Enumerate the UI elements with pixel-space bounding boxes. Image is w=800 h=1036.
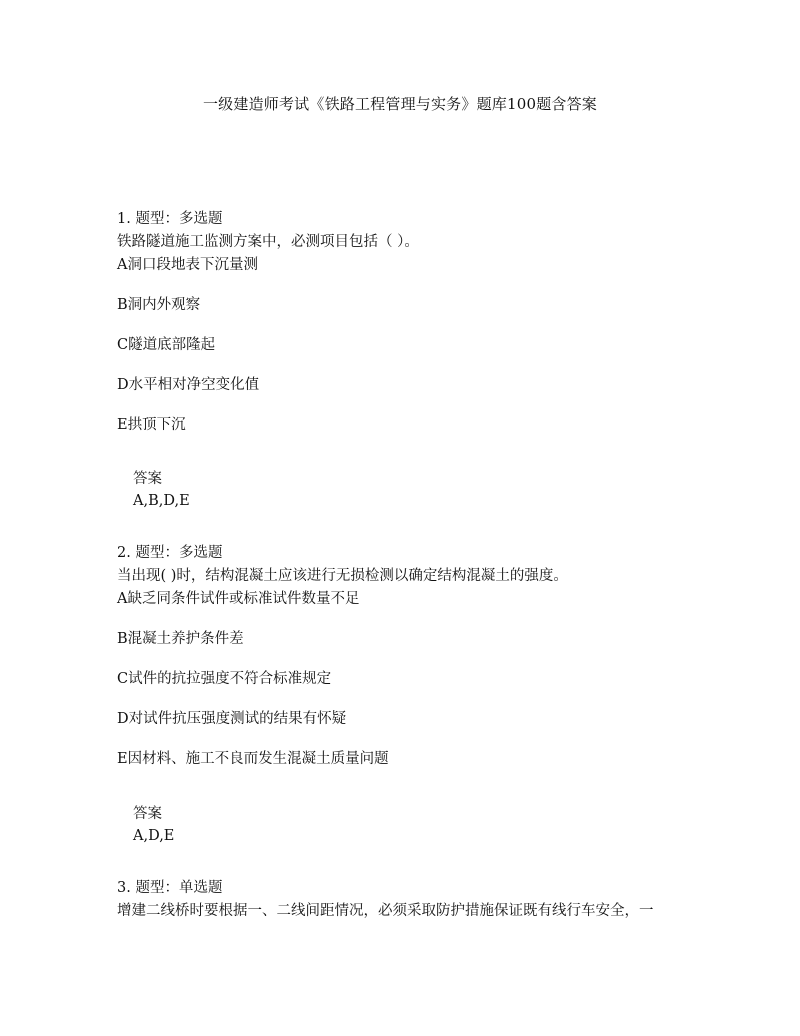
option-d: D对试件抗压强度测试的结果有怀疑 — [117, 711, 347, 727]
option-b: B混凝土养护条件差 — [117, 631, 244, 647]
question-header: 2. 题型：多选题 — [117, 545, 223, 561]
option-a: A洞口段地表下沉量测 — [117, 257, 258, 273]
question-stem: 铁路隧道施工监测方案中，必测项目包括（ ）。 — [117, 234, 419, 250]
question-1 — [117, 207, 737, 453]
question-stem: 增建二线桥时要根据一、二线间距情况，必须采取防护措施保证既有线行车安全，一 — [117, 903, 654, 919]
answer-block-2 — [133, 803, 174, 847]
question-stem: 当出现( )时，结构混凝土应该进行无损检测以确定结构混凝土的强度。 — [117, 568, 568, 584]
option-e: E拱顶下沉 — [117, 417, 186, 433]
question-header: 1. 题型：多选题 — [117, 211, 223, 227]
answer-value: A,B,D,E — [133, 493, 190, 509]
question-2 — [117, 541, 737, 787]
answer-value: A,D,E — [133, 828, 175, 844]
option-d: D水平相对净空变化值 — [117, 377, 260, 393]
option-c: C隧道底部隆起 — [117, 337, 216, 353]
answer-label: 答案 — [133, 806, 162, 822]
answer-block-1 — [133, 468, 190, 512]
option-b: B洞内外观察 — [117, 297, 201, 313]
page-title: 一级建造师考试《铁路工程管理与实务》题库100题含答案 — [202, 95, 598, 113]
option-a: A缺乏同条件试件或标准试件数量不足 — [117, 591, 360, 607]
question-header: 3. 题型：单选题 — [117, 880, 223, 896]
option-e: E因材料、施工不良而发生混凝土质量问题 — [117, 751, 389, 767]
question-3 — [117, 876, 737, 922]
option-c: C试件的抗拉强度不符合标准规定 — [117, 671, 332, 687]
answer-label: 答案 — [133, 471, 162, 487]
